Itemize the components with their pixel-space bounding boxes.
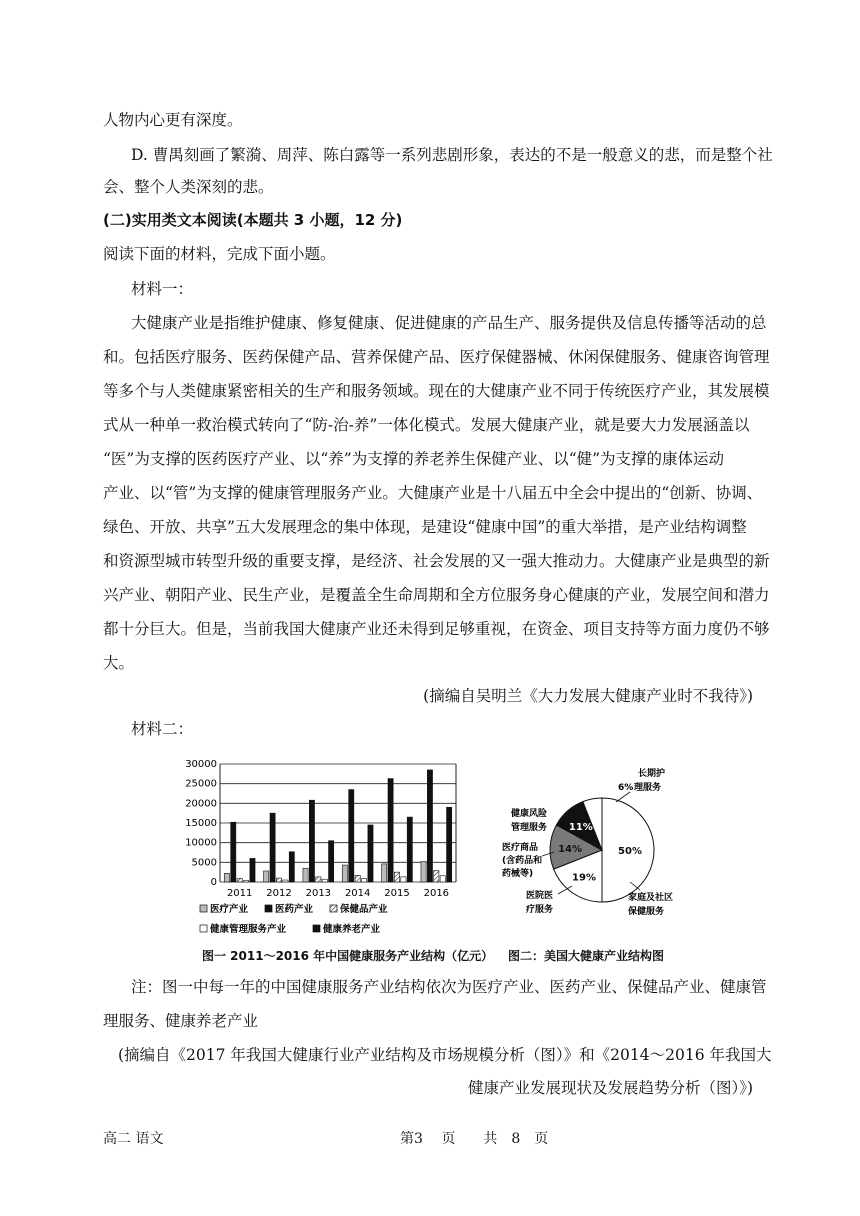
figure-one-caption: 图一 2011～2016 年中国健康服务产业结构（亿元） (202, 949, 494, 963)
pie-callout-label: 长期护 (638, 769, 666, 779)
bar (382, 864, 387, 882)
pie-callout-label: 医院医 (526, 891, 554, 901)
bar (394, 872, 399, 882)
bar (322, 879, 327, 882)
legend-label: 医疗产业 (210, 904, 249, 915)
x-tick-label: 2015 (384, 888, 410, 899)
paragraph-line: 产业、以“管”为支撑的健康管理服务产业。大健康产业是十八届五中全会中提出的“创新、协调、 (103, 484, 763, 502)
legend-swatch (200, 925, 207, 932)
bar (434, 871, 439, 882)
x-tick-label: 2012 (266, 888, 292, 899)
bar (316, 877, 321, 882)
bar (421, 862, 426, 882)
paragraph-line: 都十分巨大。但是，当前我国大健康产业还未得到足够重视，在资金、项目支持等方面力度仍不够 (103, 620, 770, 638)
legend-label: 保健品产业 (340, 904, 388, 915)
paragraph-line: 兴产业、朝阳产业、民生产业，是覆盖全生命周期和全方位服务身心健康的产业，发展空间和潜力 (103, 586, 770, 604)
pie-callout-label: 6% (618, 783, 634, 793)
material-one-label: 材料一： (131, 280, 194, 298)
callout-leader (616, 792, 630, 802)
y-tick-label: 10000 (185, 837, 217, 849)
legend-label: 健康管理服务产业 (210, 924, 287, 935)
paragraph-line: 和。包括医疗服务、医药保健产品、营养保健产品、医疗保健器械、休闲保健服务、健康咨询管理 (103, 348, 770, 366)
bar (447, 807, 452, 882)
paragraph-line: “医”为支撑的医药医疗产业、以“养”为支撑的养老养生保健产业、以“健”为支撑的康体运动 (103, 450, 725, 468)
bar (270, 813, 275, 882)
pie-percent-label: 14% (558, 843, 583, 855)
pie-callout-label: 家庭及社区 (628, 893, 674, 903)
pie-callout-label: 保健服务 (628, 907, 665, 917)
legend-label: 健康养老产业 (323, 924, 381, 935)
x-tick-label: 2011 (226, 888, 253, 899)
pie-callout-label: 管理服务 (511, 823, 548, 833)
footer-page-number: 第3 页 共 8 页 (400, 1131, 549, 1147)
material-two-label: 材料二： (131, 720, 194, 738)
pie-callout-label: 医疗商品 (502, 843, 539, 853)
legend-swatch (313, 925, 320, 932)
y-tick-label: 25000 (185, 778, 217, 790)
y-tick-label: 5000 (191, 857, 217, 869)
bar (309, 800, 314, 882)
bar (368, 825, 373, 882)
bar (289, 852, 294, 882)
bar-chart (180, 752, 470, 944)
bar (303, 868, 308, 882)
pie-callout-label: 药械等) (502, 869, 534, 879)
section-heading: (二)实用类文本阅读(本题共 3 小题，12 分) (103, 211, 403, 229)
pie-chart (490, 752, 700, 924)
source-citation: 健康产业发展现状及发展趋势分析（图）》) (467, 1079, 753, 1097)
pie-percent-label: 11% (568, 821, 593, 833)
figure-two-caption: 图二：美国大健康产业结构图 (508, 949, 665, 963)
bar (355, 875, 360, 882)
source-citation: (摘编自《2017 年我国大健康行业产业结构及市场规模分析（图）》和《2014～2016 年我国大 (118, 1046, 772, 1064)
paragraph-line: 大。 (103, 654, 135, 672)
paragraph-line: 大健康产业是指维护健康、修复健康、促进健康的产品生产、服务提供及信息传播等活动的总 (131, 314, 767, 332)
note-line: 理服务、健康养老产业 (103, 1012, 259, 1030)
instruction-line: 阅读下面的材料，完成下面小题。 (103, 245, 336, 263)
x-tick-label: 2014 (344, 888, 371, 899)
bar (224, 873, 229, 882)
legend-swatch (265, 905, 272, 912)
y-tick-label: 30000 (185, 759, 217, 770)
bar (231, 822, 236, 882)
bar (440, 876, 445, 882)
bar (342, 865, 347, 882)
footer-subject: 高二 语文 (103, 1131, 164, 1147)
bar (237, 878, 242, 882)
bar (243, 880, 248, 882)
bar (401, 877, 406, 882)
bar (329, 841, 334, 882)
text-line: 人物内心更有深度。 (103, 111, 243, 129)
source-citation: (摘编自吴明兰《大力发展大健康产业时不我待》) (423, 687, 753, 705)
legend-swatch (330, 905, 337, 912)
bar (361, 878, 366, 882)
pie-callout-label: 健康风险 (511, 809, 548, 819)
option-d-line: D. 曹禺刻画了繁漪、周萍、陈白露等一系列悲剧形象，表达的不是一般意义的悲，而是整个社 (131, 146, 773, 164)
bar (349, 790, 354, 882)
pie-callout-label: (含药品和 (502, 856, 543, 866)
text-line: 会、整个人类深刻的悲。 (103, 178, 274, 196)
y-tick-label: 0 (210, 877, 217, 888)
bar (407, 817, 412, 882)
bar (250, 858, 255, 882)
bar (427, 770, 432, 882)
legend-swatch (200, 905, 207, 912)
note-line: 注：图一中每一年的中国健康服务产业结构依次为医疗产业、医药产业、保健品产业、健康管 (131, 978, 767, 996)
paragraph-line: 和资源型城市转型升级的重要支撑，是经济、社会发展的又一强大推动力。大健康产业是典型的新 (103, 552, 770, 570)
legend-label: 医药产业 (275, 904, 314, 915)
paragraph-line: 式从一种单一救治模式转向了“防-治-养”一体化模式。发展大健康产业，就是要大力发展涵盖以 (103, 416, 750, 434)
pie-percent-label: 19% (572, 872, 596, 884)
x-tick-label: 2013 (305, 888, 332, 899)
pie-callout-label: 疗服务 (526, 905, 554, 915)
pie-percent-label: 50% (618, 846, 642, 857)
bar (283, 880, 288, 882)
paragraph-line: 等多个与人类健康紧密相关的生产和服务领域。现在的大健康产业不同于传统医疗产业，其发展模 (103, 382, 770, 400)
paragraph-line: 绿色、开放、共享”五大发展理念的集中体现，是建设“健康中国”的重大举措，是产业结构调整 (103, 518, 747, 536)
bar (276, 878, 281, 882)
y-tick-label: 20000 (185, 798, 217, 810)
bar (388, 779, 393, 882)
x-tick-label: 2016 (423, 888, 450, 899)
bar (264, 871, 269, 882)
y-tick-label: 15000 (185, 818, 217, 829)
pie-callout-label: 理服务 (634, 783, 662, 793)
